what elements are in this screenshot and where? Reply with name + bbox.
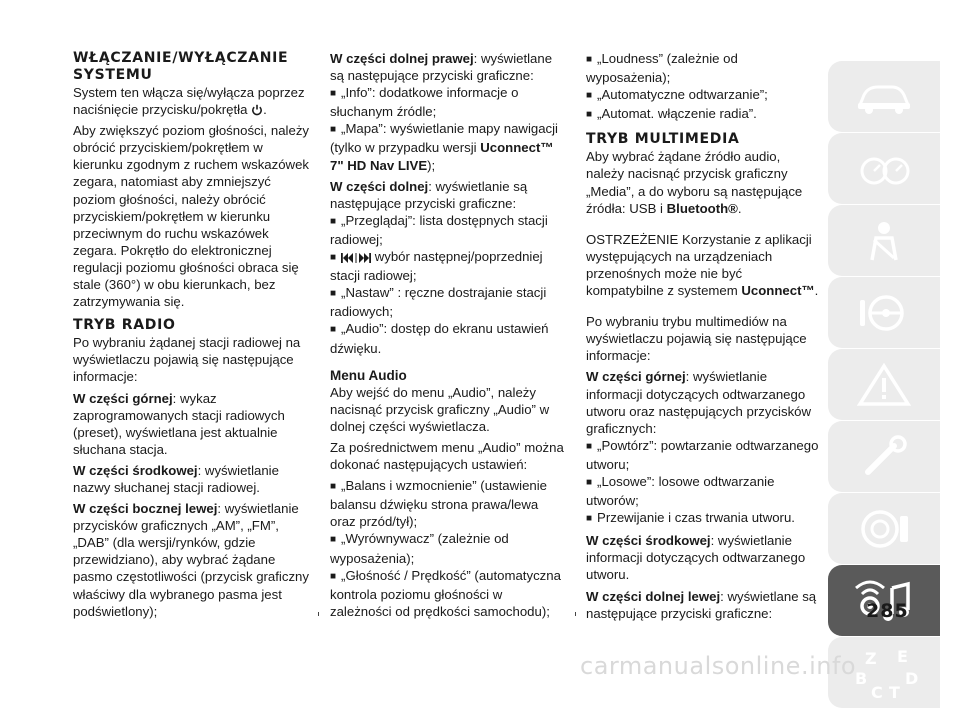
tab-starting-driving[interactable] [828, 277, 940, 348]
column-3 [586, 50, 820, 622]
paragraph: Po wybraniu trybu multimediów na wyświetlaczu pojawią się następujące informacje: [586, 314, 807, 364]
list-item: ■ „Losowe”: losowe odtwarzanie utworów; [586, 473, 820, 509]
list-item: ■ „Loudness” (zależnie od wyposażenia); [586, 50, 820, 86]
power-knob-icon [251, 104, 263, 116]
page-number: 285 [866, 600, 909, 622]
paragraph: W części dolnej lewej: wyświetlane są następujące przyciski graficzne: [586, 588, 817, 621]
list-item: ■ „Głośność / Prędkość” (automatyczna kontrola poziomu głośności w zależności od prędkości samochodu); [330, 567, 566, 620]
list-item: ■ „Mapa”: wyświetlanie mapy nawigacji (tylko w przypadku wersji Uconnect™ 7" HD Nav LIVE); [330, 120, 566, 173]
heading-system-onoff-2: SYSTEMU [73, 67, 153, 83]
alphabet-index-icon [849, 646, 919, 700]
list-item: ■ wybór następnej/poprzedniej stacji radiowej; [330, 248, 566, 284]
tab-maintenance[interactable] [828, 421, 940, 492]
list-item: ■ „Powtórz”: powtarzanie odtwarzanego utworu; [586, 437, 820, 473]
warning-paragraph: OSTRZEŻENIE Korzystanie z aplikacji występujących na urządzeniach przenośnych może nie być kompatybilne z systemem Uconnect™. [586, 231, 819, 299]
list-item: ■ „Automat. włączenie radia”. [586, 105, 820, 124]
tab-technical-data[interactable] [828, 493, 940, 564]
paragraph: W części górnej: wykaz zaprogramowanych stacji radiowych (preset), wyświetlana jest aktualnie słuchana stacja. [73, 390, 285, 457]
paragraph: W części środkowej: wyświetlanie nazwy słuchanej stacji radiowej. [73, 462, 279, 495]
tab-emergency[interactable] [828, 349, 940, 420]
paragraph: W części dolnej prawej: wyświetlane są następujące przyciski graficzne: [330, 51, 553, 84]
skip-prev-next-icon [341, 253, 371, 263]
paragraph: W części bocznej lewej: wyświetlanie przycisków graficznych „AM”, „FM”, „DAB” (dla wersji/rynków, gdzie przewidziano), aby wybrać żądane pasmo częstotliwości (przycisk graficzny właściwy dla wybranego pasma jest podświetlony); [73, 501, 309, 619]
tab-dashboard[interactable] [828, 133, 940, 204]
wrench-icon [854, 434, 914, 480]
column-divider-mark [318, 612, 319, 616]
heading-system-onoff: WŁĄCZANIE/WYŁĄCZANIE [73, 50, 289, 66]
paragraph: Za pośrednictwem menu „Audio” można dokonać następujących ustawień: [330, 439, 564, 473]
column-1 [73, 50, 311, 620]
tab-safety[interactable] [828, 205, 940, 276]
paragraph: W części środkowej: wyświetlanie informacji dotyczących odtwarzanego utworu. [586, 533, 806, 583]
list-item: ■ „Nastaw” : ręczne dostrajanie stacji radiowych; [330, 284, 566, 320]
index-letter: D [905, 668, 919, 688]
list-item: ■ „Audio”: dostęp do ekranu ustawień dźwięku. [330, 320, 566, 356]
paragraph: W części dolnej: wyświetlanie są następujące przyciski graficzne: [330, 178, 528, 211]
tire-data-icon [854, 506, 914, 552]
heading-radio-mode: TRYB RADIO [73, 317, 176, 334]
heading-audio-menu: Menu Audio [330, 367, 407, 383]
list-item: ■ „Przeglądaj”: lista dostępnych stacji radiowej; [330, 212, 566, 248]
steering-key-icon [854, 290, 914, 336]
column-2 [330, 50, 566, 620]
heading-multimedia-mode: TRYB MULTIMEDIA [586, 131, 740, 148]
list-item: ■ „Info”: dodatkowe informacje o słuchanym źródle; [330, 84, 566, 120]
list-item: ■ Przewijanie i czas trwania utworu. [586, 509, 820, 528]
paragraph: Aby zwiększyć poziom głośności, należy obrócić przyciskiem/pokrętłem w kierunku zgodnym z ruchem wskazówek zegara, natomiast aby zmniejszyć poziom głośności, należy obrócić przyciskiem/pokrętłem w kierunku przeciwnym do ruchu wskazówek zegara. Pokrętło do elektronicznej regulacji poziomu głośności obraca się stale (360°) w obu kierunkach, bez zatrzymywania się. [73, 123, 310, 310]
list-item: ■ „Wyrównywacz” (zależnie od wyposażenia); [330, 530, 566, 566]
watermark: carmanualsonline.info [580, 652, 857, 680]
index-letter: E [897, 646, 908, 666]
index-letter: B [855, 668, 868, 688]
index-letter: C [871, 682, 883, 700]
airbag-seatbelt-icon [854, 218, 914, 264]
list-item: ■ „Balans i wzmocnienie” (ustawienie balansu dźwięku strona prawa/lewa oraz przód/tył); [330, 477, 566, 530]
paragraph: W części górnej: wyświetlanie informacji dotyczących odtwarzanego utworu oraz następujących przycisków graficznych: [586, 369, 812, 436]
paragraph: Aby wybrać żądane źródło audio, należy nacisnąć przycisk graficzny „Media”, a do wyboru są następujące źródła: USB i Bluetooth®. [586, 149, 803, 216]
paragraph: Aby wejść do menu „Audio”, należy nacisnąć przycisk graficzny „Audio” w dolnej części wyświetlacza. [330, 384, 550, 434]
car-icon [854, 77, 914, 117]
dashboard-gauge-icon [854, 149, 914, 189]
tab-car-overview[interactable] [828, 61, 940, 132]
column-divider-mark [575, 612, 576, 616]
index-letter: T [889, 682, 900, 700]
list-item: ■ „Automatyczne odtwarzanie”; [586, 86, 820, 105]
paragraph: Po wybraniu żądanej stacji radiowej na wyświetlaczu pojawią się następujące informacje: [73, 335, 301, 385]
index-letter: Z [865, 648, 877, 668]
warning-triangle-icon [854, 362, 914, 408]
paragraph: System ten włącza się/wyłącza poprzez naciśnięcie przycisku/pokrętła . [73, 85, 305, 118]
